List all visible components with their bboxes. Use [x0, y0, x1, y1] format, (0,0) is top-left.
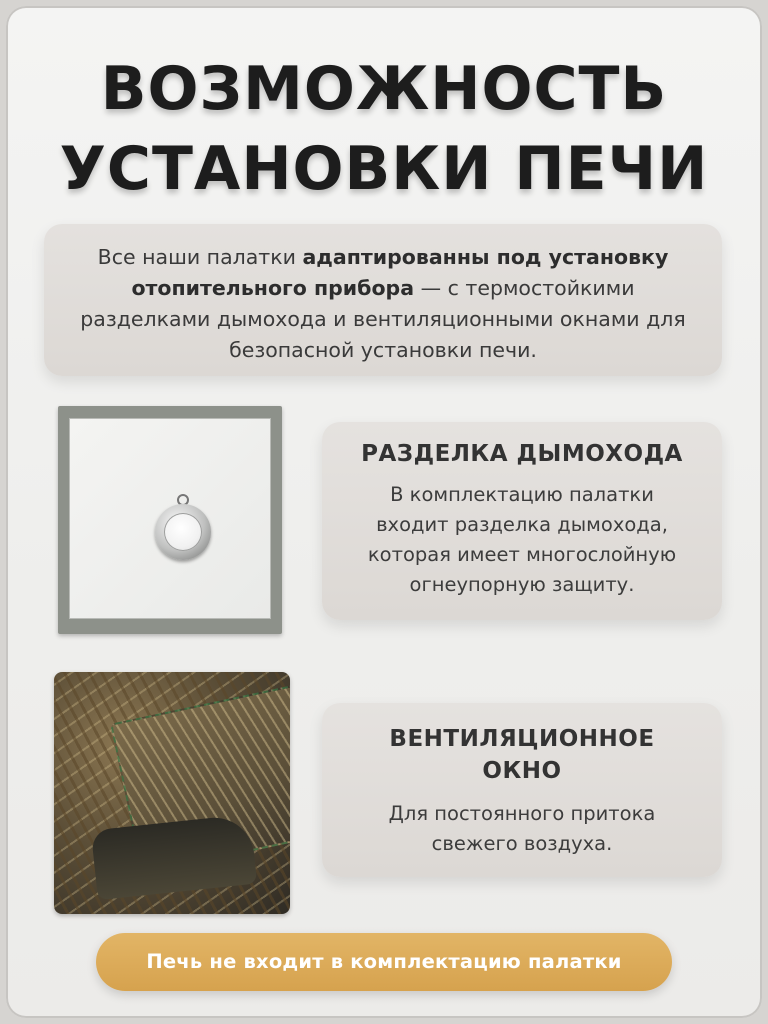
page-title-line2: УСТАНОВКИ ПЕЧИ	[59, 134, 709, 204]
feature-text-line: Для постоянного притока	[388, 802, 656, 825]
feature-text-line: входит разделка дымохода,	[376, 513, 668, 536]
feature-text-line: которая имеет многослойную	[367, 543, 677, 566]
footer-note-badge: Печь не входит в комплектацию палатки	[96, 933, 672, 991]
page-title-line1: ВОЗМОЖНОСТЬ	[100, 54, 668, 124]
feature-text	[322, 480, 722, 600]
intro-card	[44, 224, 722, 376]
feature-card-vent	[322, 703, 722, 877]
feature-title-line: ВЕНТИЛЯЦИОННОЕ	[389, 726, 655, 752]
feature-title	[322, 723, 722, 787]
feature-text-line: свежего воздуха.	[431, 832, 613, 855]
feature-title-line: ОКНО	[482, 758, 562, 784]
feature-text-line: В комплектацию палатки	[390, 483, 654, 506]
feature-text-line: огнеупорную защиту.	[409, 573, 635, 596]
feature-title: РАЗДЕЛКА ДЫМОХОДА	[361, 441, 683, 467]
feature-text	[322, 799, 722, 859]
chimney-patch-image	[58, 406, 282, 634]
feature-card-chimney	[322, 422, 722, 620]
intro-text-suffix: — с термостойкими разделками дымохода и вентиляционными окнами для безопасной установки печи.	[80, 276, 686, 362]
vent-window-image	[54, 672, 290, 914]
intro-text-prefix: Все наши палатки	[97, 245, 303, 269]
intro-text-bold: адаптированны под установку отопительного прибора	[131, 245, 669, 300]
